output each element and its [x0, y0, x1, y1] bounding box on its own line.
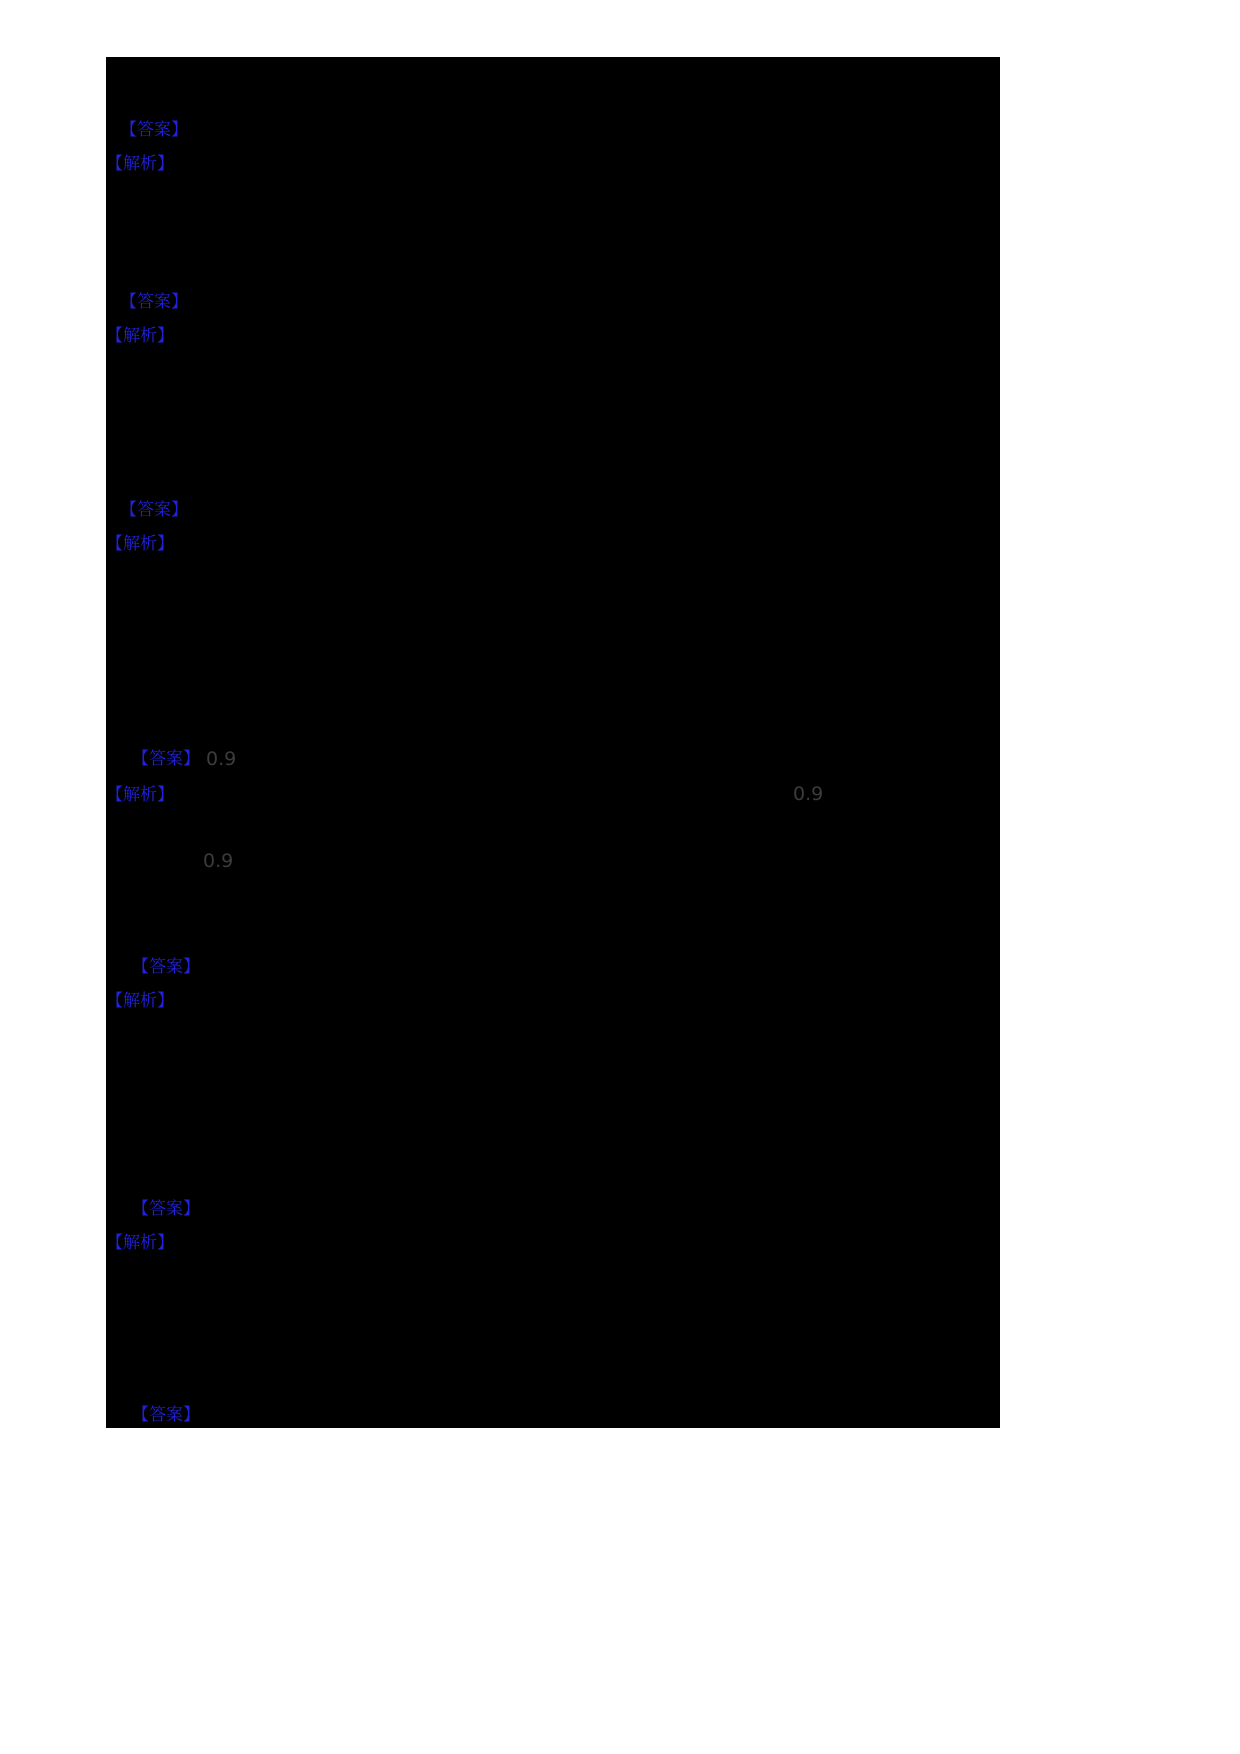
explanation-label: 【解析】	[106, 326, 174, 346]
answer-label: 【答案】	[132, 1199, 200, 1219]
explanation-label: 【解析】	[106, 534, 174, 554]
answer-label: 【答案】	[132, 749, 200, 769]
explanation-label: 【解析】	[106, 991, 174, 1011]
answer-label: 【答案】	[120, 500, 188, 520]
answer-label: 【答案】	[132, 957, 200, 977]
explanation-label: 【解析】	[106, 785, 174, 805]
answer-label: 【答案】	[132, 1405, 200, 1425]
explanation-label: 【解析】	[106, 154, 174, 174]
explanation-label: 【解析】	[106, 1233, 174, 1253]
answer-value: 0.9	[206, 748, 237, 770]
inline-number: 0.9	[793, 783, 824, 805]
answer-label: 【答案】	[120, 120, 188, 140]
answer-label: 【答案】	[120, 292, 188, 312]
inline-number: 0.9	[203, 850, 234, 872]
document-content-block	[106, 57, 1000, 1428]
